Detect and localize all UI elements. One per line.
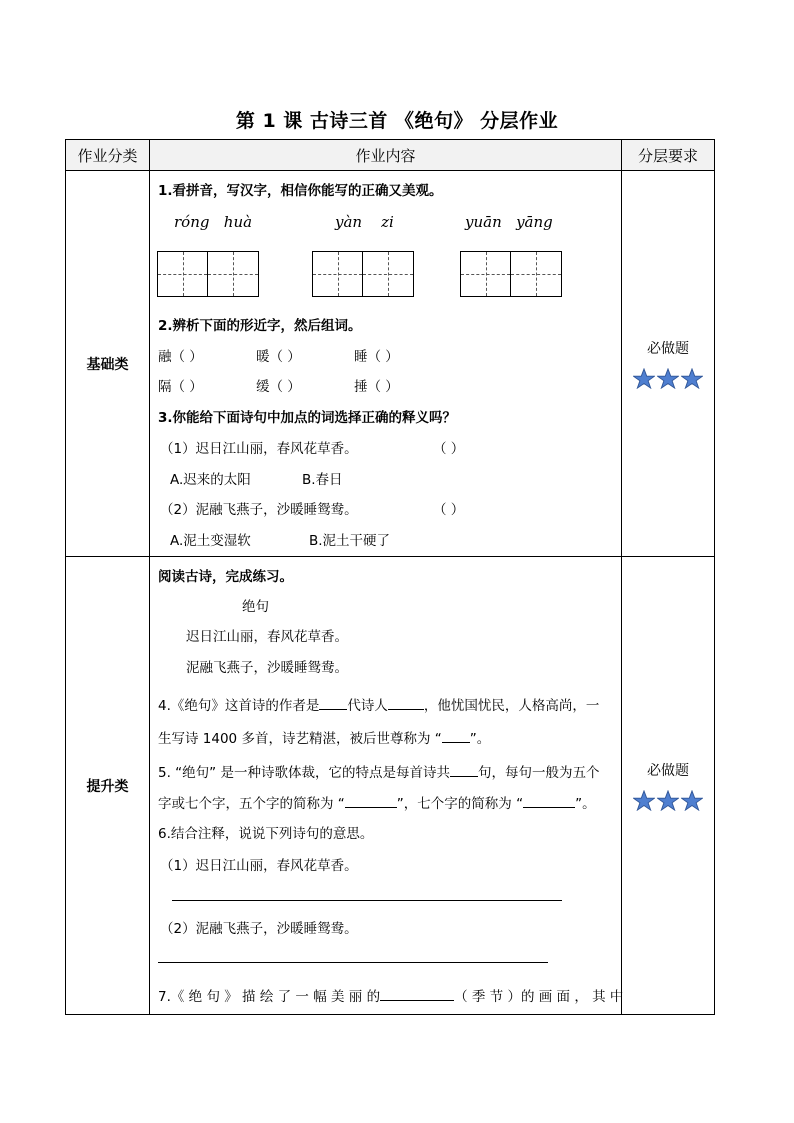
- table-row: [66, 171, 715, 557]
- star-icon: [657, 368, 679, 389]
- poem-title: 绝句: [242, 599, 269, 615]
- q4-line-1: 4.《绝句》这首诗的作者是 代诗人 ，他忧国忧民，人格高尚，一: [158, 698, 600, 714]
- q7-line-1: 7.《 绝 句 》 描 绘 了 一 幅 美 丽 的 （ 季 节 ）的 画 面 ， 其 中: [158, 989, 624, 1005]
- writing-cell[interactable]: [511, 251, 562, 297]
- requirement-label: 必做题: [647, 763, 689, 779]
- blank-poet[interactable]: [388, 709, 424, 710]
- q3-answer-bracket-1: （ ）: [433, 441, 465, 457]
- q3-sentence-1: （1）迟日江山丽，春风花草香。: [160, 441, 358, 457]
- q4-line-2: 生写诗 1400 多首，诗艺精湛，被后世尊称为 “ ”。: [158, 731, 491, 747]
- writing-cell[interactable]: [363, 251, 414, 297]
- writing-grid-1[interactable]: [157, 251, 259, 297]
- table-row: [66, 557, 715, 1015]
- star-icon: [657, 790, 679, 811]
- q3-option-a: A.泥土变湿软: [170, 533, 251, 549]
- writing-cell[interactable]: [157, 251, 208, 297]
- category-basic: 基础类: [66, 171, 150, 557]
- writing-cell[interactable]: [208, 251, 259, 297]
- q1-title: 1.看拼音，写汉字，相信你能写的正确又美观。: [158, 183, 443, 199]
- writing-grid-3[interactable]: [460, 251, 562, 297]
- content-basic: [150, 171, 622, 557]
- q3-option-a: A.迟来的太阳: [170, 472, 251, 488]
- q2-item: 睡（ ）: [354, 349, 399, 365]
- blank-dynasty[interactable]: [319, 709, 347, 710]
- q2-item: 隔（ ）: [158, 379, 203, 395]
- star-icon: [681, 790, 703, 811]
- reading-intro: 阅读古诗，完成练习。: [158, 569, 293, 585]
- category-advanced: 提升类: [66, 557, 150, 1015]
- blank-seven-char[interactable]: [523, 807, 575, 808]
- q6-sentence-2: （2）泥融飞燕子，沙暖睡鸳鸯。: [160, 921, 358, 937]
- writing-grid-2[interactable]: [312, 251, 414, 297]
- q3-option-b: B.春日: [302, 472, 343, 488]
- blank-season[interactable]: [380, 1000, 454, 1001]
- header-category: 作业分类: [66, 140, 150, 171]
- star-icon: [633, 790, 655, 811]
- poem-line-2: 泥融飞燕子，沙暖睡鸳鸯。: [186, 660, 348, 676]
- q6-sentence-1: （1）迟日江山丽，春风花草香。: [160, 858, 358, 874]
- q3-title: 3.你能给下面诗句中加点的词选择正确的释义吗？: [158, 410, 457, 426]
- pinyin-2: yàn zi: [335, 213, 394, 231]
- q2-item: 融（ ）: [158, 349, 203, 365]
- answer-line-2[interactable]: [158, 962, 548, 963]
- q5-line-1: 5. “绝句” 是一种诗歌体裁，它的特点是每首诗共 句，每句一般为五个: [158, 765, 600, 781]
- requirement-label: 必做题: [647, 341, 689, 357]
- pinyin-1: róng huà: [174, 213, 253, 231]
- q2-title: 2.辨析下面的形近字，然后组词。: [158, 318, 362, 334]
- header-requirement: 分层要求: [622, 140, 715, 171]
- blank-line-count[interactable]: [450, 776, 478, 777]
- homework-table: [65, 139, 715, 1015]
- q3-answer-bracket-2: （ ）: [433, 502, 465, 518]
- blank-five-char[interactable]: [345, 807, 397, 808]
- content-advanced: [150, 557, 622, 1015]
- q5-line-2: 字或七个字，五个字的简称为 “ ”，七个字的简称为 “ ”。: [158, 796, 596, 812]
- q6-title: 6.结合注释，说说下列诗句的意思。: [158, 826, 374, 842]
- q2-item: 暖（ ）: [256, 349, 301, 365]
- q3-sentence-2: （2）泥融飞燕子，沙暖睡鸳鸯。: [160, 502, 358, 518]
- writing-cell[interactable]: [312, 251, 363, 297]
- writing-cell[interactable]: [460, 251, 511, 297]
- q2-item: 缓（ ）: [256, 379, 301, 395]
- q2-item: 捶（ ）: [354, 379, 399, 395]
- requirement-basic: [622, 171, 715, 557]
- page-title: 第 1 课 古诗三首 《绝句》 分层作业: [235, 110, 559, 132]
- q3-option-b: B.泥土干硬了: [309, 533, 391, 549]
- pinyin-3: yuān yāng: [465, 213, 553, 231]
- answer-line-1[interactable]: [172, 900, 562, 901]
- star-rating: [622, 368, 714, 389]
- star-icon: [633, 368, 655, 389]
- table-header-row: [66, 140, 715, 171]
- header-content: 作业内容: [150, 140, 622, 171]
- star-rating: [622, 790, 714, 811]
- star-icon: [681, 368, 703, 389]
- poem-line-1: 迟日江山丽，春风花草香。: [186, 629, 348, 645]
- requirement-advanced: [622, 557, 715, 1015]
- blank-title[interactable]: [442, 742, 470, 743]
